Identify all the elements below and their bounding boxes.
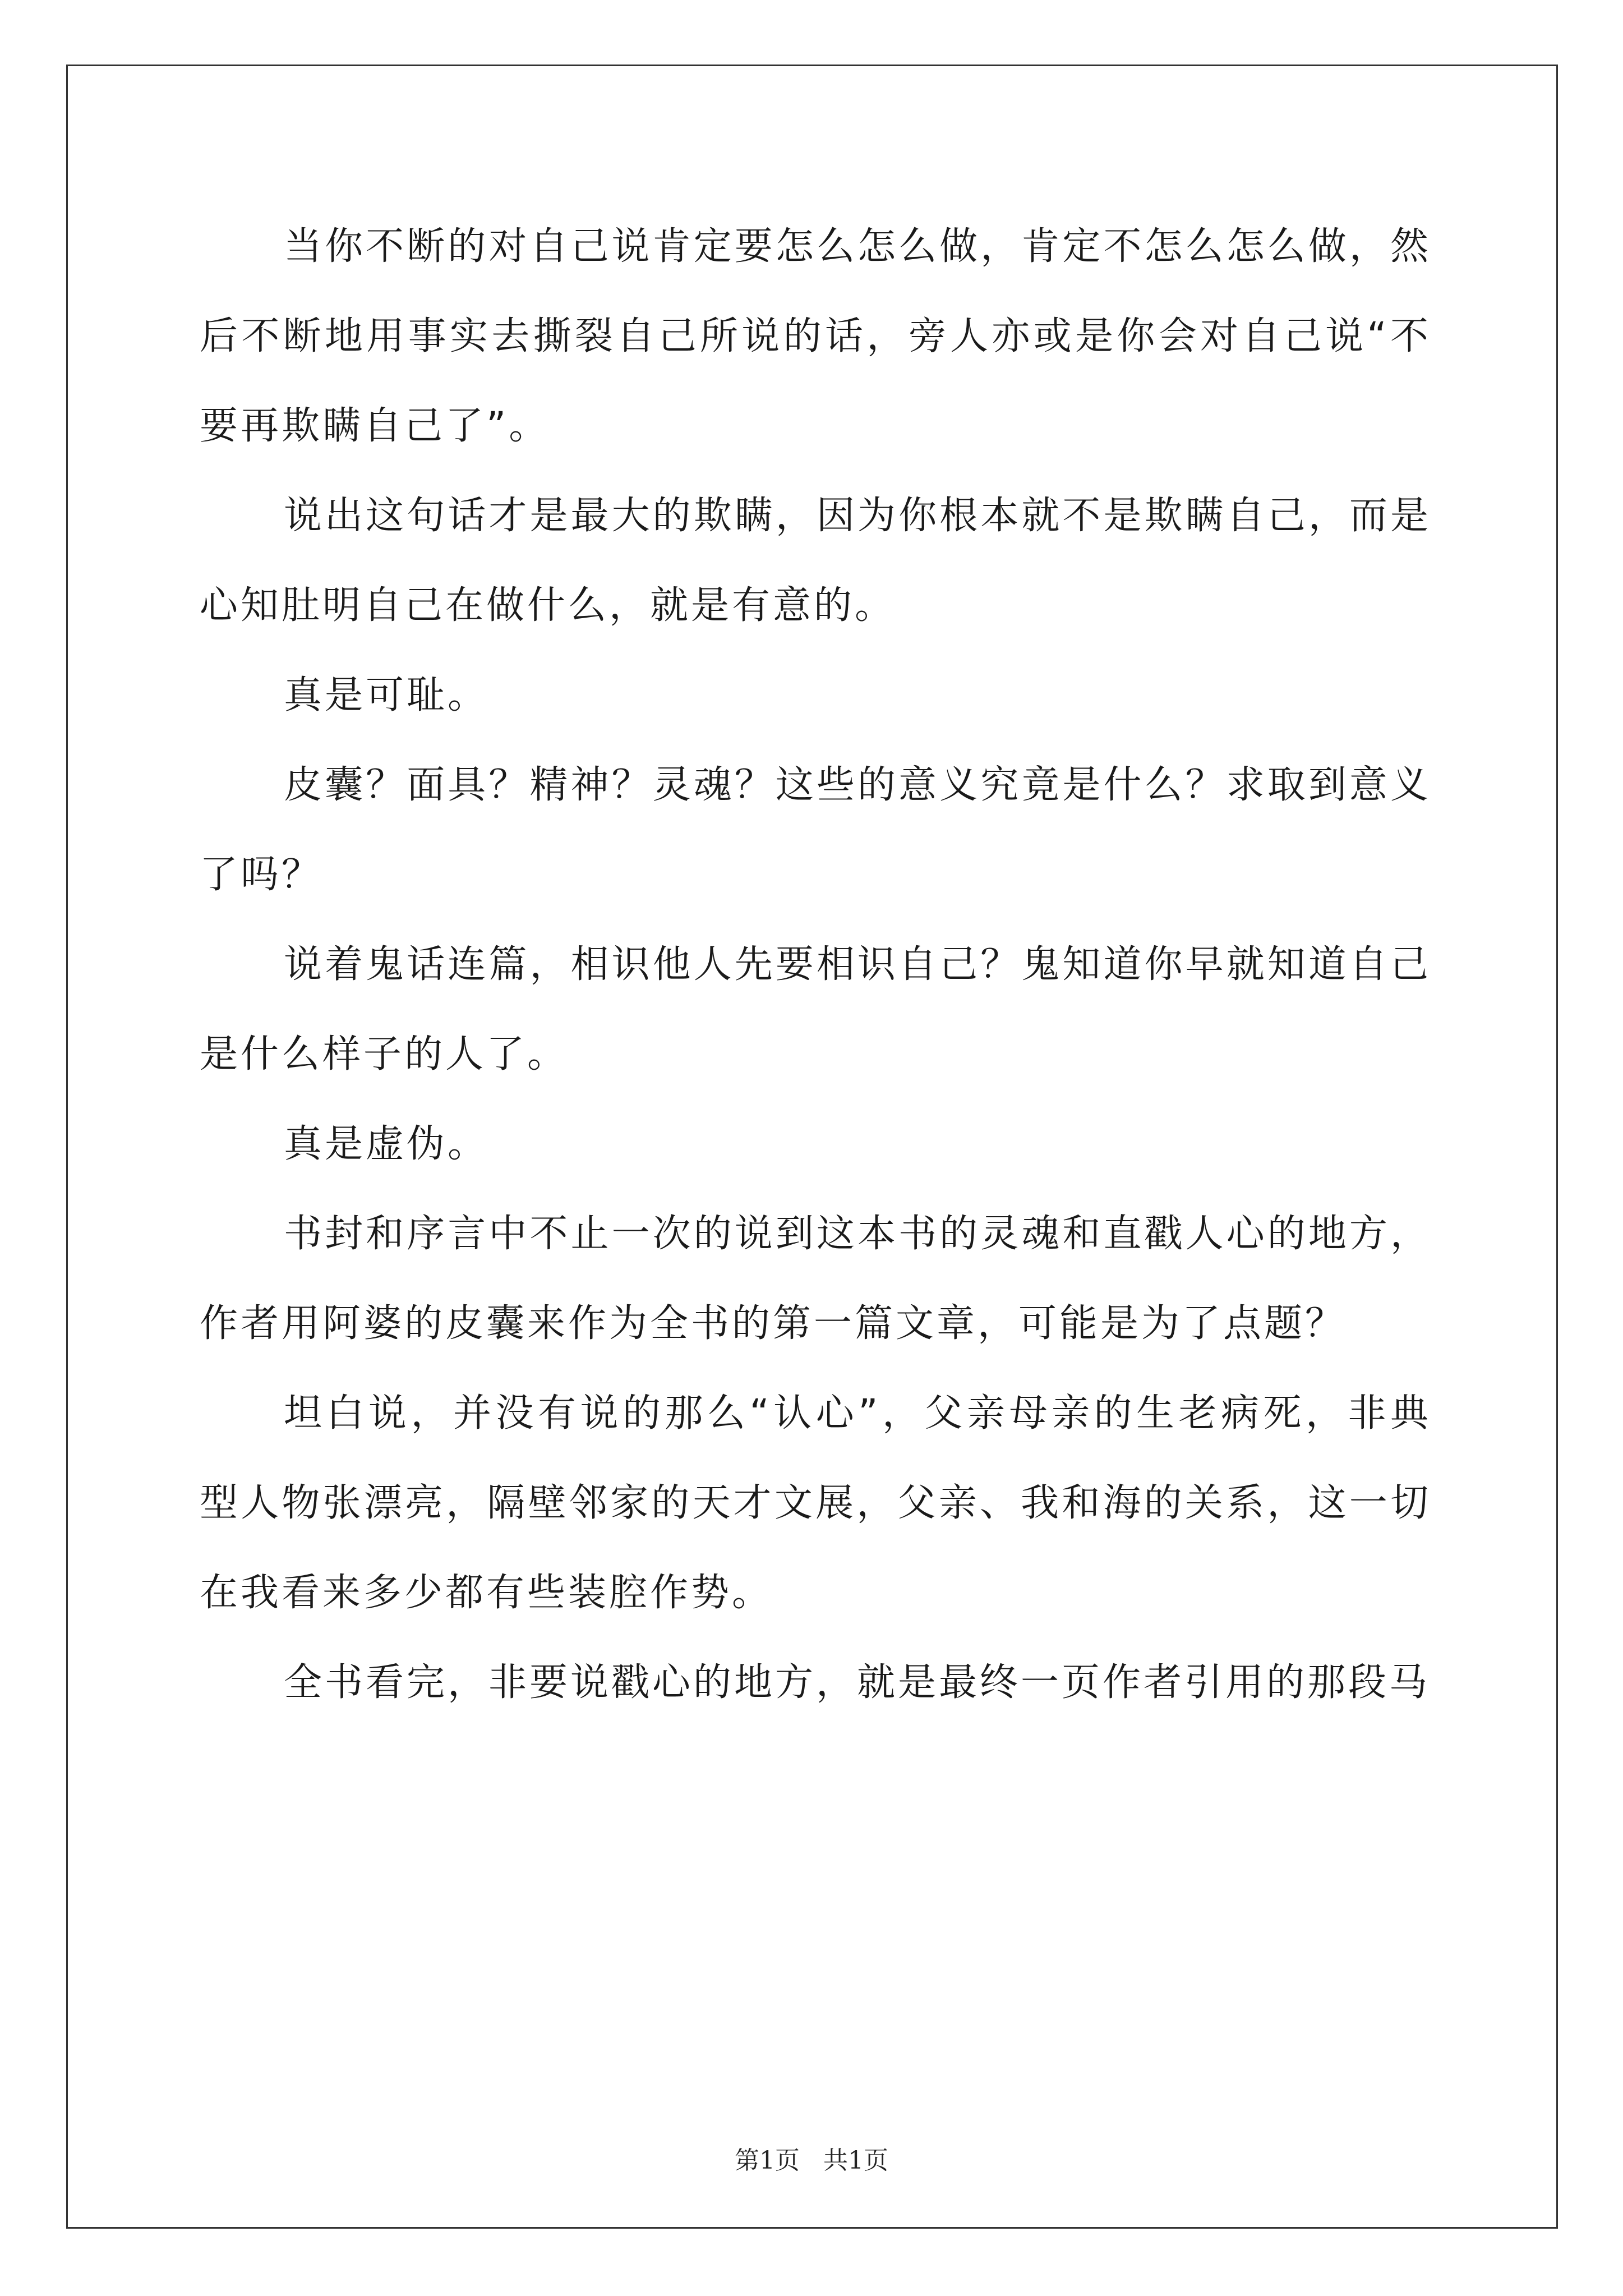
paragraph: 说出这句话才是最大的欺瞒，因为你根本就不是欺瞒自己，而是心知肚明自己在做什么，就是有意的。 bbox=[200, 494, 1431, 628]
page-number: 第1页 bbox=[735, 2146, 800, 2175]
paragraph: 当你不断的对自己说肯定要怎么怎么做，肯定不怎么怎么做，然后不断地用事实去撕裂自己所说的话，旁人亦或是你会对自己说“不要再欺瞒自己了”。 bbox=[200, 224, 1431, 448]
paragraph: 说着鬼话连篇，相识他人先要相识自己？鬼知道你早就知道自己是什么样子的人了。 bbox=[200, 942, 1431, 1076]
page-footer bbox=[0, 2140, 1623, 2176]
paragraph: 真是虚伪。 bbox=[284, 1122, 489, 1166]
paragraph: 全书看完，非要说戳心的地方，就是最终一页作者引用的那段马 bbox=[284, 1660, 1431, 1705]
paragraph: 皮囊？面具？精神？灵魂？这些的意义究竟是什么？求取到意义了吗？ bbox=[200, 763, 1431, 897]
paragraph: 书封和序言中不止一次的说到这本书的灵魂和直戳人心的地方，作者用阿婆的皮囊来作为全书的第一篇文章，可能是为了点题？ bbox=[200, 1212, 1431, 1346]
paragraph: 坦白说，并没有说的那么“认心”，父亲母亲的生老病死，非典型人物张漂亮，隔壁邻家的天才文展，父亲、我和海的关系，这一切在我看来多少都有些装腔作势。 bbox=[200, 1391, 1431, 1615]
paragraph: 真是可耻。 bbox=[284, 673, 489, 717]
document-body bbox=[200, 202, 1431, 1728]
page-total: 共1页 bbox=[823, 2146, 888, 2175]
